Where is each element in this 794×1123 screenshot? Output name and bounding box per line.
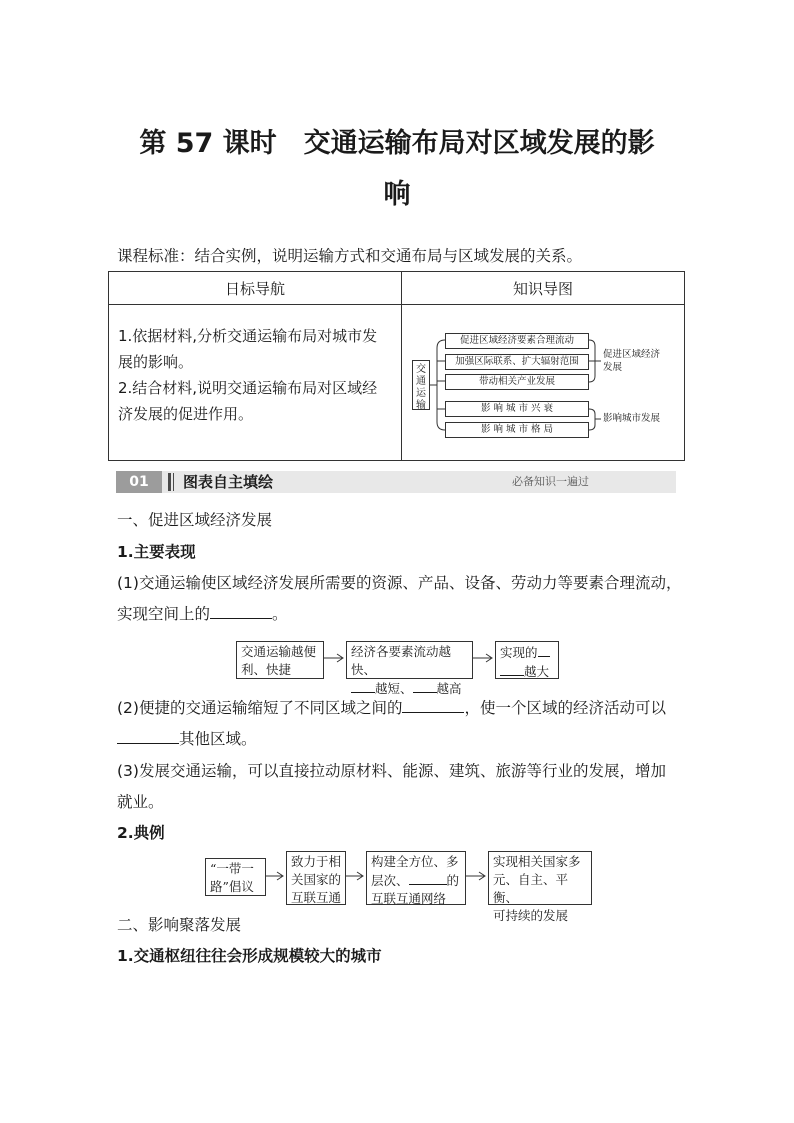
part2-sub1: 1.交通枢纽往往会形成规模较大的城市: [117, 947, 382, 965]
part2-heading: 二、影响聚落发展: [117, 916, 242, 934]
mindmap-item: 促进区域经济要素合理流动: [445, 333, 589, 349]
fill-blank[interactable]: [402, 697, 464, 713]
section-title: 图表自主填绘: [183, 473, 274, 491]
course-standard: 课程标准：结合实例，说明运输方式和交通布局与区域发展的关系。: [117, 247, 583, 265]
table-header-mindmap: 知识导图: [512, 280, 573, 298]
flow1-box1: 交通运输越便 利、快捷: [236, 641, 324, 679]
paragraph-3-line2: 就业。: [117, 793, 164, 811]
table-header-goals: 日标导航: [224, 280, 285, 298]
goal-line: 展的影响。: [118, 353, 194, 371]
page-title-continued: 响: [383, 179, 411, 210]
section-subtitle: 必备知识一遍过: [512, 475, 589, 488]
part1-heading: 一、促进区域经济发展: [117, 511, 273, 529]
mindmap-item: 加强区际联系、扩大辐射范围: [445, 354, 589, 370]
part1-sub2: 2.典例: [117, 824, 165, 842]
mindmap-item: 影 响 城 市 兴 衰: [445, 401, 589, 417]
mindmap-group-label: 促进区域经济 发展: [603, 349, 661, 373]
paragraph-3-line1: (3)发展交通运输，可以直接拉动原材料、能源、建筑、旅游等行业的发展，增加: [117, 762, 666, 780]
arrow-icon: [466, 870, 488, 882]
goal-line: 2.结合材料,说明交通运输布局对区域经: [118, 379, 378, 397]
arrow-icon: [473, 652, 495, 664]
arrow-icon: [324, 652, 346, 664]
arrow-icon: [266, 870, 286, 882]
section-banner: [116, 471, 676, 493]
mindmap-item: 带动相关产业发展: [445, 374, 589, 390]
mindmap-root: 交 通 运 输: [412, 360, 430, 410]
paragraph-2-line2: 其他区域。: [117, 728, 257, 750]
knowledge-mindmap: [409, 330, 681, 440]
goal-line: 1.依据材料,分析交通运输布局对城市发: [118, 327, 378, 345]
flow1-box3: 实现的 越大: [495, 641, 559, 679]
flow1-box2: 经济各要素流动越快、 越短、 越高: [346, 641, 473, 679]
fill-blank[interactable]: [117, 728, 179, 744]
paragraph-1-line2: 实现空间上的 。: [117, 605, 288, 623]
flow2-box2: 致力于相 关国家的 互联互通: [286, 851, 346, 905]
goals-list: [118, 323, 398, 427]
flow2-box3: 构建全方位、多 层次、 的 互联互通网络: [366, 851, 466, 905]
fill-blank[interactable]: [210, 603, 272, 619]
paragraph-2-line1: (2)便捷的交通运输缩短了不同区域之间的 ，使一个区域的经济活动可以: [117, 699, 666, 717]
flow2-box4: 实现相关国家多 元、自主、平衡、 可持续的发展: [488, 851, 592, 905]
section-number: 01: [116, 471, 162, 493]
goal-line: 济发展的促进作用。: [118, 405, 254, 423]
page-title: 第 57 课时 交通运输布局对区域发展的影: [139, 128, 655, 159]
objectives-table: [108, 271, 685, 461]
arrow-icon: [346, 870, 366, 882]
flow2-box1: “一带一 路”倡议: [205, 858, 266, 896]
mindmap-item: 影 响 城 市 格 局: [445, 422, 589, 438]
mindmap-group-label: 影响城市发展: [603, 413, 661, 424]
part1-sub1: 1.主要表现: [117, 543, 196, 561]
paragraph-1-line1: (1)交通运输使区域经济发展所需要的资源、产品、设备、劳动力等要素合理流动，: [117, 574, 682, 592]
